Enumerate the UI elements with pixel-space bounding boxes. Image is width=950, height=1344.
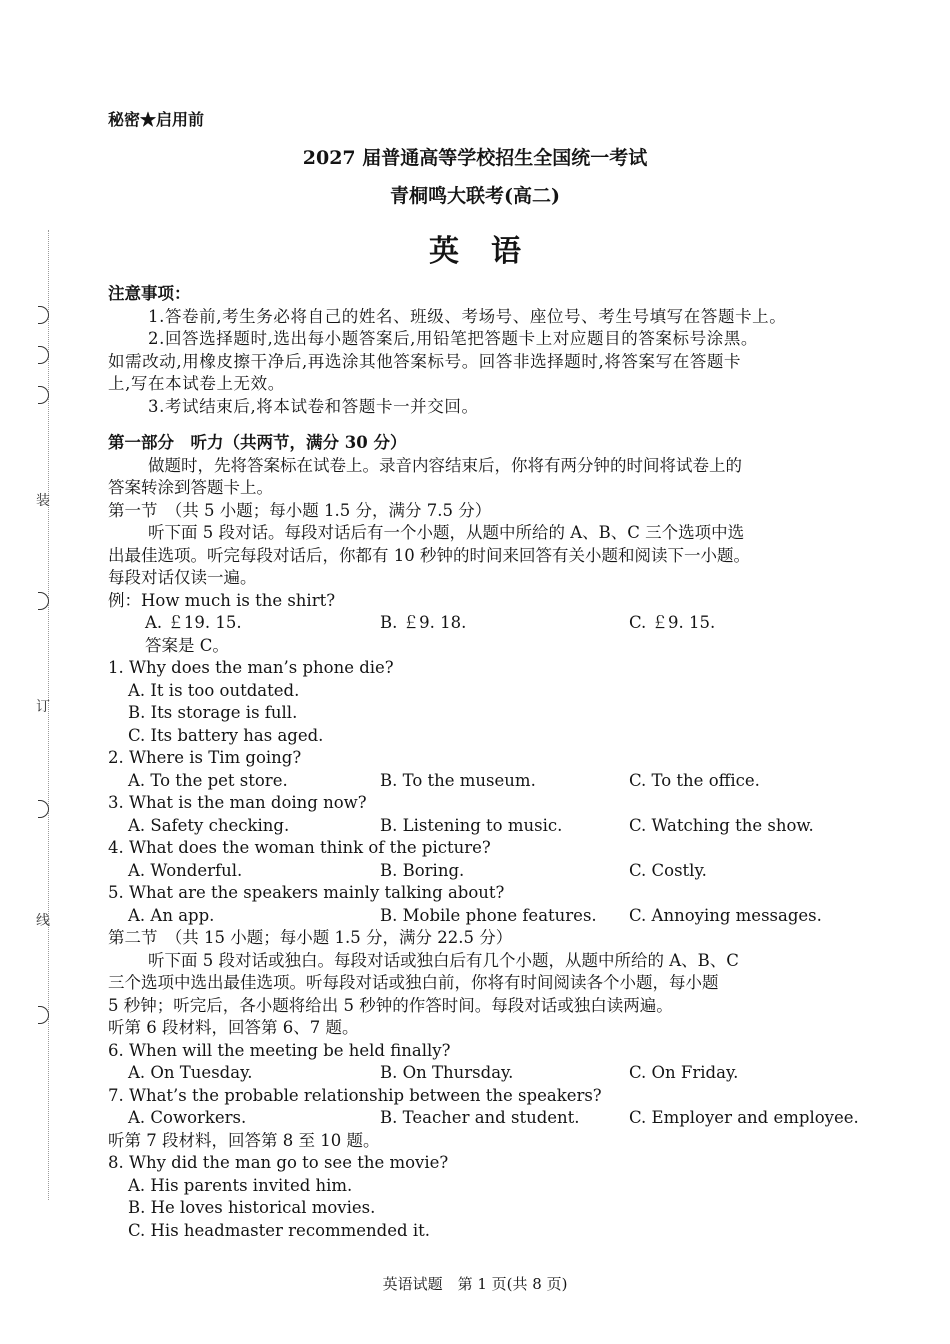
notes-line: 如需改动,用橡皮擦干净后,再选涂其他答案标号。回答非选择题时,将答案写在答题卡 — [108, 351, 742, 371]
margin-char-xian: 线 — [36, 913, 50, 929]
question-1-stem: 1. Why does the man’s phone die? — [108, 658, 394, 677]
section2-heading: 第二节 （共 15 小题；每小题 1.5 分，满分 22.5 分） — [108, 928, 513, 947]
section2-intro-line: 5 秒钟；听完后，各小题将给出 5 秒钟的作答时间。每段对话或独白读两遍。 — [108, 995, 673, 1015]
example-options — [108, 612, 848, 635]
option-c: C. To the office. — [629, 770, 760, 790]
option-c: C. His headmaster recommended it. — [128, 1220, 430, 1240]
question-3-stem: 3. What is the man doing now? — [108, 793, 367, 812]
question-7-stem: 7. What’s the probable relationship between the speakers? — [108, 1085, 602, 1105]
option-c: C. ￡9. 15. — [629, 613, 716, 632]
question-7-options — [108, 1107, 859, 1130]
section1-intro-line: 每段对话仅读一遍。 — [108, 568, 257, 587]
option-a: A. Coworkers. — [128, 1108, 247, 1127]
section1-intro-line: 听下面 5 段对话。每段对话后有一个小题，从题中所给的 A、B、C 三个选项中选 — [148, 523, 745, 542]
notes-line: 上,写在本试卷上无效。 — [108, 374, 285, 393]
option-a: A. His parents invited him. — [128, 1175, 353, 1195]
section2-intro-line: 听下面 5 段对话或独白。每段对话或独白后有几个小题，从题中所给的 A、B、C — [148, 950, 739, 970]
question-3-options — [108, 815, 848, 838]
question-6-options — [108, 1062, 848, 1085]
part1-intro-line: 做题时，先将答案标在试卷上。录音内容结束后，你将有两分钟的时间将试卷上的 — [148, 455, 742, 475]
question-5-options — [108, 905, 848, 928]
binding-margin — [36, 230, 66, 1200]
example-answer: 答案是 C。 — [145, 635, 229, 655]
part1-heading: 第一部分 听力（共两节，满分 30 分） — [108, 433, 407, 452]
subject-title: 英语 — [429, 234, 553, 269]
exam-subtitle: 青桐鸣大联考(高二) — [390, 185, 560, 207]
section2-intro-line: 三个选项中选出最佳选项。听每段对话或独白前，你将有时间阅读各个小题，每小题 — [108, 973, 719, 992]
option-c: C. Watching the show. — [629, 815, 814, 835]
question-2-stem: 2. Where is Tim going? — [108, 748, 302, 767]
option-b: B. ￡9. 18. — [380, 613, 467, 632]
part1-intro-line: 答案转涂到答题卡上。 — [108, 478, 273, 497]
option-c: C. On Friday. — [629, 1063, 739, 1082]
option-b: B. To the museum. — [380, 770, 536, 790]
question-2-options — [108, 770, 848, 793]
exam-content — [108, 283, 859, 1242]
margin-char-ding: 订 — [36, 699, 50, 715]
example-question: 例：How much is the shirt? — [108, 590, 336, 610]
page-footer: 英语试题 第 1 页(共 8 页) — [382, 1275, 568, 1293]
option-c: C. Annoying messages. — [629, 905, 822, 925]
option-c: C. Its battery has aged. — [128, 725, 324, 745]
margin-char-zhuang: 装 — [36, 493, 50, 509]
question-8-stem: 8. Why did the man go to see the movie? — [108, 1153, 449, 1172]
notes-line: 3.考试结束后,将本试卷和答题卡一并交回。 — [148, 396, 479, 416]
option-a: A. Wonderful. — [128, 860, 243, 880]
question-4-stem: 4. What does the woman think of the picture? — [108, 838, 491, 857]
option-b: B. Boring. — [380, 860, 465, 880]
option-b: B. Listening to music. — [380, 815, 563, 835]
option-a: A. Safety checking. — [128, 815, 290, 835]
option-a: A. It is too outdated. — [128, 680, 300, 700]
option-c: C. Costly. — [629, 860, 707, 880]
option-c: C. Employer and employee. — [629, 1108, 859, 1127]
option-a: A. ￡19. 15. — [145, 613, 242, 632]
notes-line: 2.回答选择题时,选出每小题答案后,用铅笔把答题卡上对应题目的答案标号涂黑。 — [148, 329, 759, 348]
notes-line: 1.答卷前,考生务必将自己的姓名、班级、考场号、座位号、考生号填写在答题卡上。 — [148, 306, 787, 326]
question-6-stem: 6. When will the meeting be held finally? — [108, 1040, 451, 1060]
notes-heading: 注意事项： — [108, 284, 191, 303]
option-a: A. To the pet store. — [128, 770, 288, 790]
option-a: A. On Tuesday. — [128, 1063, 253, 1082]
option-b: B. On Thursday. — [380, 1063, 514, 1082]
material-7-instruction: 听第 7 段材料，回答第 8 至 10 题。 — [108, 1130, 380, 1150]
section1-heading: 第一节 （共 5 小题；每小题 1.5 分，满分 7.5 分） — [108, 500, 492, 520]
option-b: B. Mobile phone features. — [380, 905, 597, 925]
exam-title: 2027 届普通高等学校招生全国统一考试 — [302, 147, 648, 169]
option-b: B. Teacher and student. — [380, 1108, 580, 1127]
confidential-label: 秘密★启用前 — [108, 110, 205, 129]
question-5-stem: 5. What are the speakers mainly talking about? — [108, 883, 505, 902]
question-4-options — [108, 860, 848, 883]
material-6-instruction: 听第 6 段材料，回答第 6、7 题。 — [108, 1018, 359, 1037]
option-b: B. Its storage is full. — [128, 703, 298, 722]
option-b: B. He loves historical movies. — [128, 1198, 376, 1217]
section1-intro-line: 出最佳选项。听完每段对话后，你都有 10 秒钟的时间来回答有关小题和阅读下一小题。 — [108, 545, 750, 565]
option-a: A. An app. — [128, 905, 215, 925]
